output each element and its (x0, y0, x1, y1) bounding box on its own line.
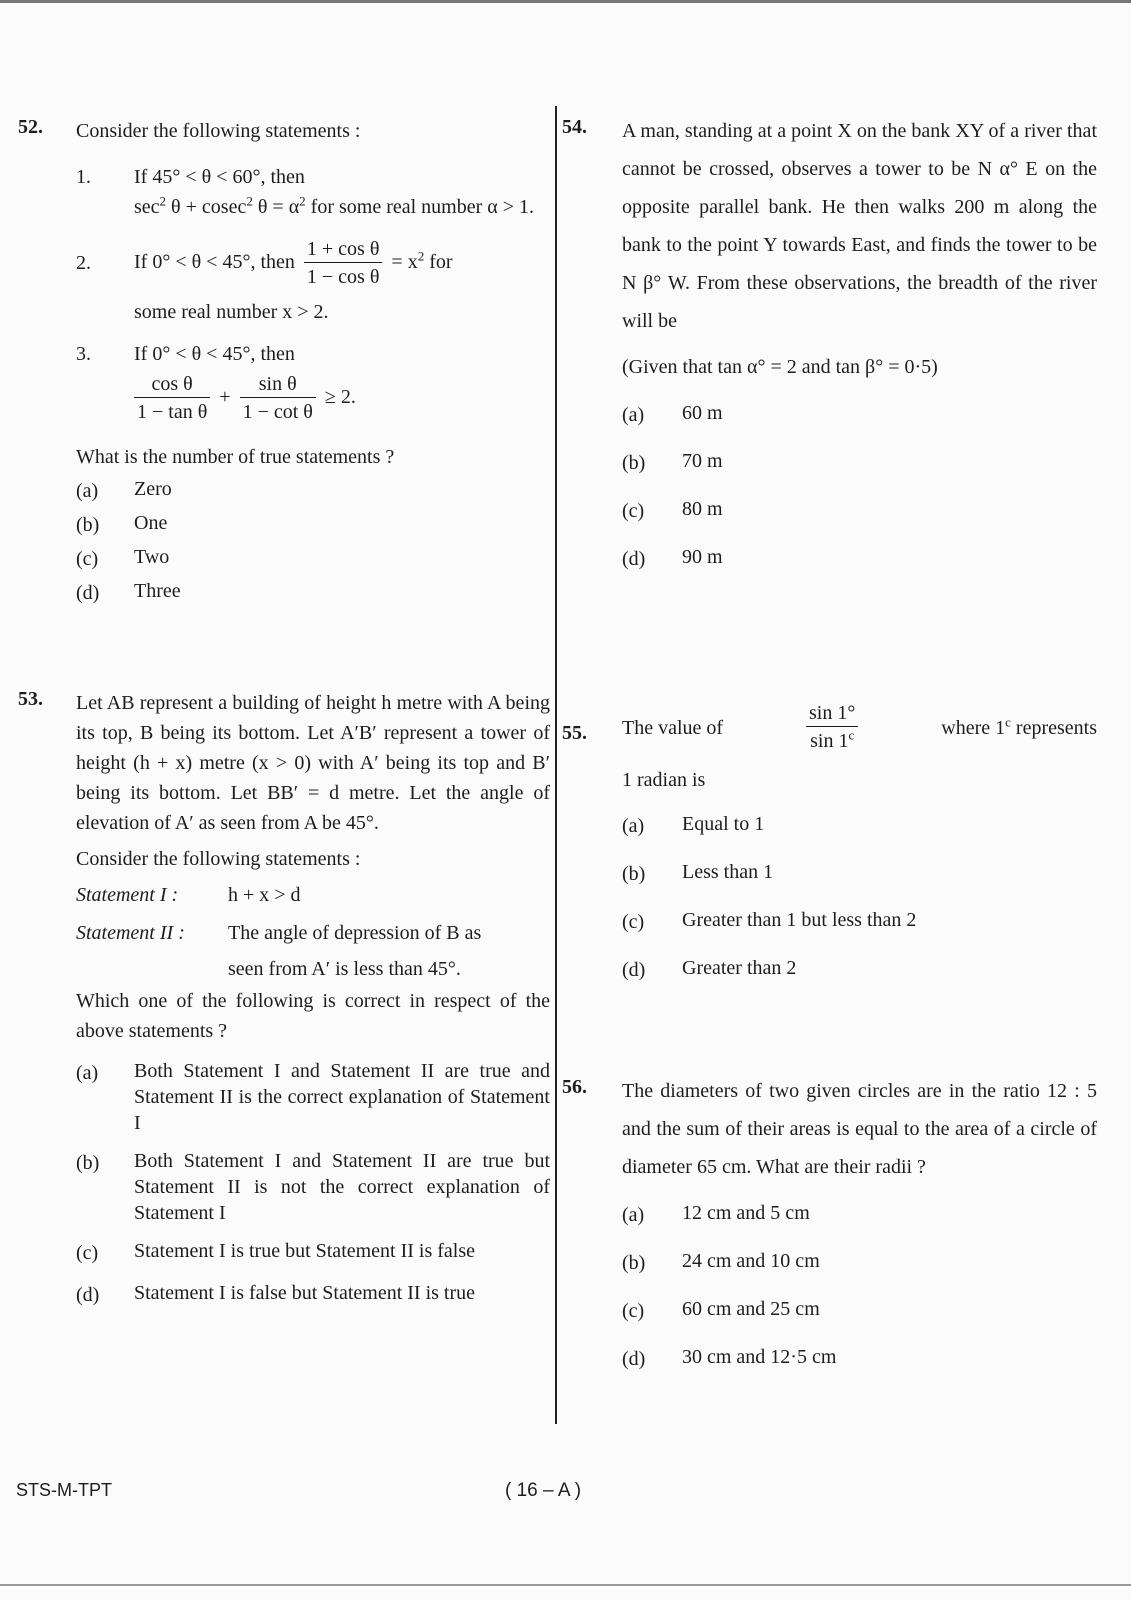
option-text: Equal to 1 (682, 813, 765, 835)
question-number: 54. (562, 116, 587, 138)
option-text: Three (134, 580, 181, 602)
question-prompt: Consider the following statements : (76, 120, 361, 142)
option-d[interactable] (76, 578, 550, 608)
question-body: A man, standing at a point X on the bank XY of a river that cannot be crossed, observes a tower to be N α° E on the opposite parallel bank. He then walks 200 m along the bank to the point Y towards East, and finds the tower to be N β° W. From these observations, the breadth of the river will be (622, 120, 1097, 332)
option-key: (c) (622, 500, 645, 522)
option-key: (b) (622, 452, 646, 474)
exponent: 2 (246, 193, 253, 209)
option-b[interactable] (622, 448, 1097, 478)
statement-text: If 0° < θ < 45°, then (134, 343, 295, 365)
options-list (76, 1058, 550, 1310)
option-key: (a) (622, 815, 645, 837)
statement-text: If 45° < θ < 60°, then (134, 166, 305, 188)
fraction-denominator: sin 1 (810, 730, 849, 752)
option-d[interactable] (622, 955, 1097, 985)
question-number: 56. (562, 1076, 587, 1098)
option-text: 30 cm and 12·5 cm (682, 1346, 837, 1368)
option-text: Greater than 2 (682, 957, 797, 979)
option-text: Both Statement I and Statement II are true but Statement II is not the correct explanation of Statement I (134, 1150, 550, 1224)
fraction (304, 236, 383, 291)
option-text: Statement I is true but Statement II is false (134, 1240, 476, 1262)
option-key: (b) (622, 1252, 646, 1274)
option-a[interactable] (622, 1200, 1097, 1230)
question-ask: Which one of the following is correct in respect of the above statements ? (76, 990, 550, 1042)
option-text: 80 m (682, 498, 723, 520)
statement-text: h + x > d (228, 884, 301, 906)
option-text: Statement I is false but Statement II is true (134, 1282, 476, 1304)
option-text: 60 m (682, 402, 723, 424)
option-key: (d) (76, 582, 100, 604)
option-key: (a) (622, 404, 645, 426)
statement-1 (76, 162, 550, 222)
option-key: (c) (622, 1300, 645, 1322)
option-a[interactable] (622, 811, 1097, 841)
fraction-denominator: 1 − cos θ (306, 266, 380, 288)
exponent: 2 (417, 248, 425, 264)
top-rule (0, 0, 1131, 3)
statement-text-continued: seen from A′ is less than 45°. (228, 958, 461, 980)
math-text: = x (391, 251, 418, 274)
page-number: ( 16 – A ) (505, 1480, 582, 1501)
question-body: Let AB represent a building of height h metre with A being its top, B being its bottom. Let A′B′ represent a tower of height (h + x) metre (x > 0) with A′ being its top and B′ being its bottom. Let BB′ = d metre. Let the angle of elevation of A′ as seen from A be 45°. (76, 692, 550, 834)
option-key: (d) (622, 1348, 646, 1370)
option-a[interactable] (622, 400, 1097, 430)
options-list (622, 400, 1097, 574)
fraction (134, 371, 210, 426)
option-text: 70 m (682, 450, 723, 472)
option-c[interactable] (622, 496, 1097, 526)
question-52 (18, 116, 550, 608)
exponent: c (848, 727, 855, 743)
option-key: (b) (622, 863, 646, 885)
option-b[interactable] (622, 859, 1097, 889)
option-key: (a) (622, 1204, 645, 1226)
question-53 (18, 688, 550, 1310)
option-key: (c) (76, 548, 99, 570)
statement-3 (76, 339, 550, 369)
option-key: (c) (76, 1242, 99, 1264)
math-text: for (424, 251, 453, 274)
question-54 (562, 112, 1097, 574)
question-text: where 1 (941, 716, 1006, 739)
option-key: (d) (76, 1284, 100, 1306)
math-text: ≥ 2. (324, 386, 356, 409)
option-key: (b) (76, 1152, 100, 1174)
math-text: θ + cosec (166, 196, 247, 218)
question-number: 52. (18, 116, 43, 138)
question-given: (Given that tan α° = 2 and tan β° = 0·5) (622, 356, 938, 378)
option-a[interactable] (76, 1058, 550, 1136)
options-list (622, 1200, 1097, 1374)
option-d[interactable] (76, 1280, 550, 1310)
question-ask: What is the number of true statements ? (76, 446, 395, 468)
exponent: 2 (159, 193, 167, 209)
statement-3-expression (134, 371, 550, 426)
option-key: (a) (76, 480, 99, 502)
question-body: The diameters of two given circles are in the ratio 12 : 5 and the sum of their areas is equal to the area of a circle of diameter 65 cm. What are their radii ? (622, 1080, 1097, 1178)
fraction-numerator: sin 1° (806, 700, 858, 727)
fraction (806, 700, 858, 755)
statement-ii (76, 918, 550, 984)
option-key: (b) (76, 514, 100, 536)
option-text: Greater than 1 but less than 2 (682, 909, 917, 931)
question-55 (562, 700, 1097, 985)
bottom-rule (0, 1584, 1131, 1586)
option-c[interactable] (76, 544, 550, 574)
option-key: (d) (622, 959, 646, 981)
option-b[interactable] (76, 510, 550, 540)
statement-text: The angle of depression of B as (228, 922, 482, 944)
option-b[interactable] (622, 1248, 1097, 1278)
option-text: Less than 1 (682, 861, 774, 883)
option-text: 90 m (682, 546, 723, 568)
option-text: 24 cm and 10 cm (682, 1250, 820, 1272)
option-b[interactable] (76, 1148, 550, 1226)
statement-2 (76, 236, 550, 327)
option-key: (a) (76, 1062, 99, 1084)
option-text: Two (134, 546, 170, 568)
option-text: One (134, 512, 168, 534)
exponent: 2 (299, 193, 306, 209)
option-text: 12 cm and 5 cm (682, 1202, 810, 1224)
fraction-numerator: sin θ (240, 371, 316, 398)
option-d[interactable] (622, 1344, 1097, 1374)
option-d[interactable] (622, 544, 1097, 574)
options-list (76, 476, 550, 608)
option-a[interactable] (76, 476, 550, 506)
statement-text: If 0° < θ < 45°, then (134, 251, 295, 274)
column-divider (555, 106, 557, 1424)
statement-label: Statement II : (76, 922, 185, 944)
statement-i (76, 880, 550, 910)
options-list (622, 811, 1097, 985)
statement-number: 1. (76, 166, 91, 188)
option-c[interactable] (622, 907, 1097, 937)
fraction-numerator: cos θ (134, 371, 210, 398)
option-text: 60 cm and 25 cm (682, 1298, 820, 1320)
option-c[interactable] (622, 1296, 1097, 1326)
exponent: c (1005, 713, 1011, 729)
math-text: sec (134, 196, 160, 218)
question-56 (562, 1072, 1097, 1374)
option-key: (c) (622, 911, 645, 933)
question-text: represents (1010, 716, 1097, 739)
question-consider: Consider the following statements : (76, 848, 361, 870)
fraction-denominator: 1 − tan θ (137, 401, 208, 423)
statement-label: Statement I : (76, 884, 179, 906)
option-c[interactable] (76, 1238, 550, 1268)
math-text: + (219, 386, 231, 409)
statement-number: 3. (76, 343, 91, 365)
question-text: The value of (622, 716, 724, 739)
option-text: Both Statement I and Statement II are true and Statement II is the correct explanation of Statement I (134, 1060, 550, 1134)
statement-number: 2. (76, 252, 91, 274)
question-number: 53. (18, 688, 43, 710)
question-number: 55. (562, 722, 587, 744)
option-text: Zero (134, 478, 172, 500)
fraction (240, 371, 316, 426)
math-text: θ = α (252, 196, 300, 218)
math-text: for some real number α > 1. (305, 196, 535, 218)
fraction-denominator: 1 − cot θ (242, 401, 313, 423)
question-text-continued: 1 radian is (622, 769, 706, 791)
booklet-code: STS-M-TPT (16, 1480, 112, 1500)
question-stem (622, 700, 1097, 755)
statement-text: some real number x > 2. (134, 301, 329, 323)
option-key: (d) (622, 548, 646, 570)
fraction-numerator: 1 + cos θ (304, 236, 383, 263)
